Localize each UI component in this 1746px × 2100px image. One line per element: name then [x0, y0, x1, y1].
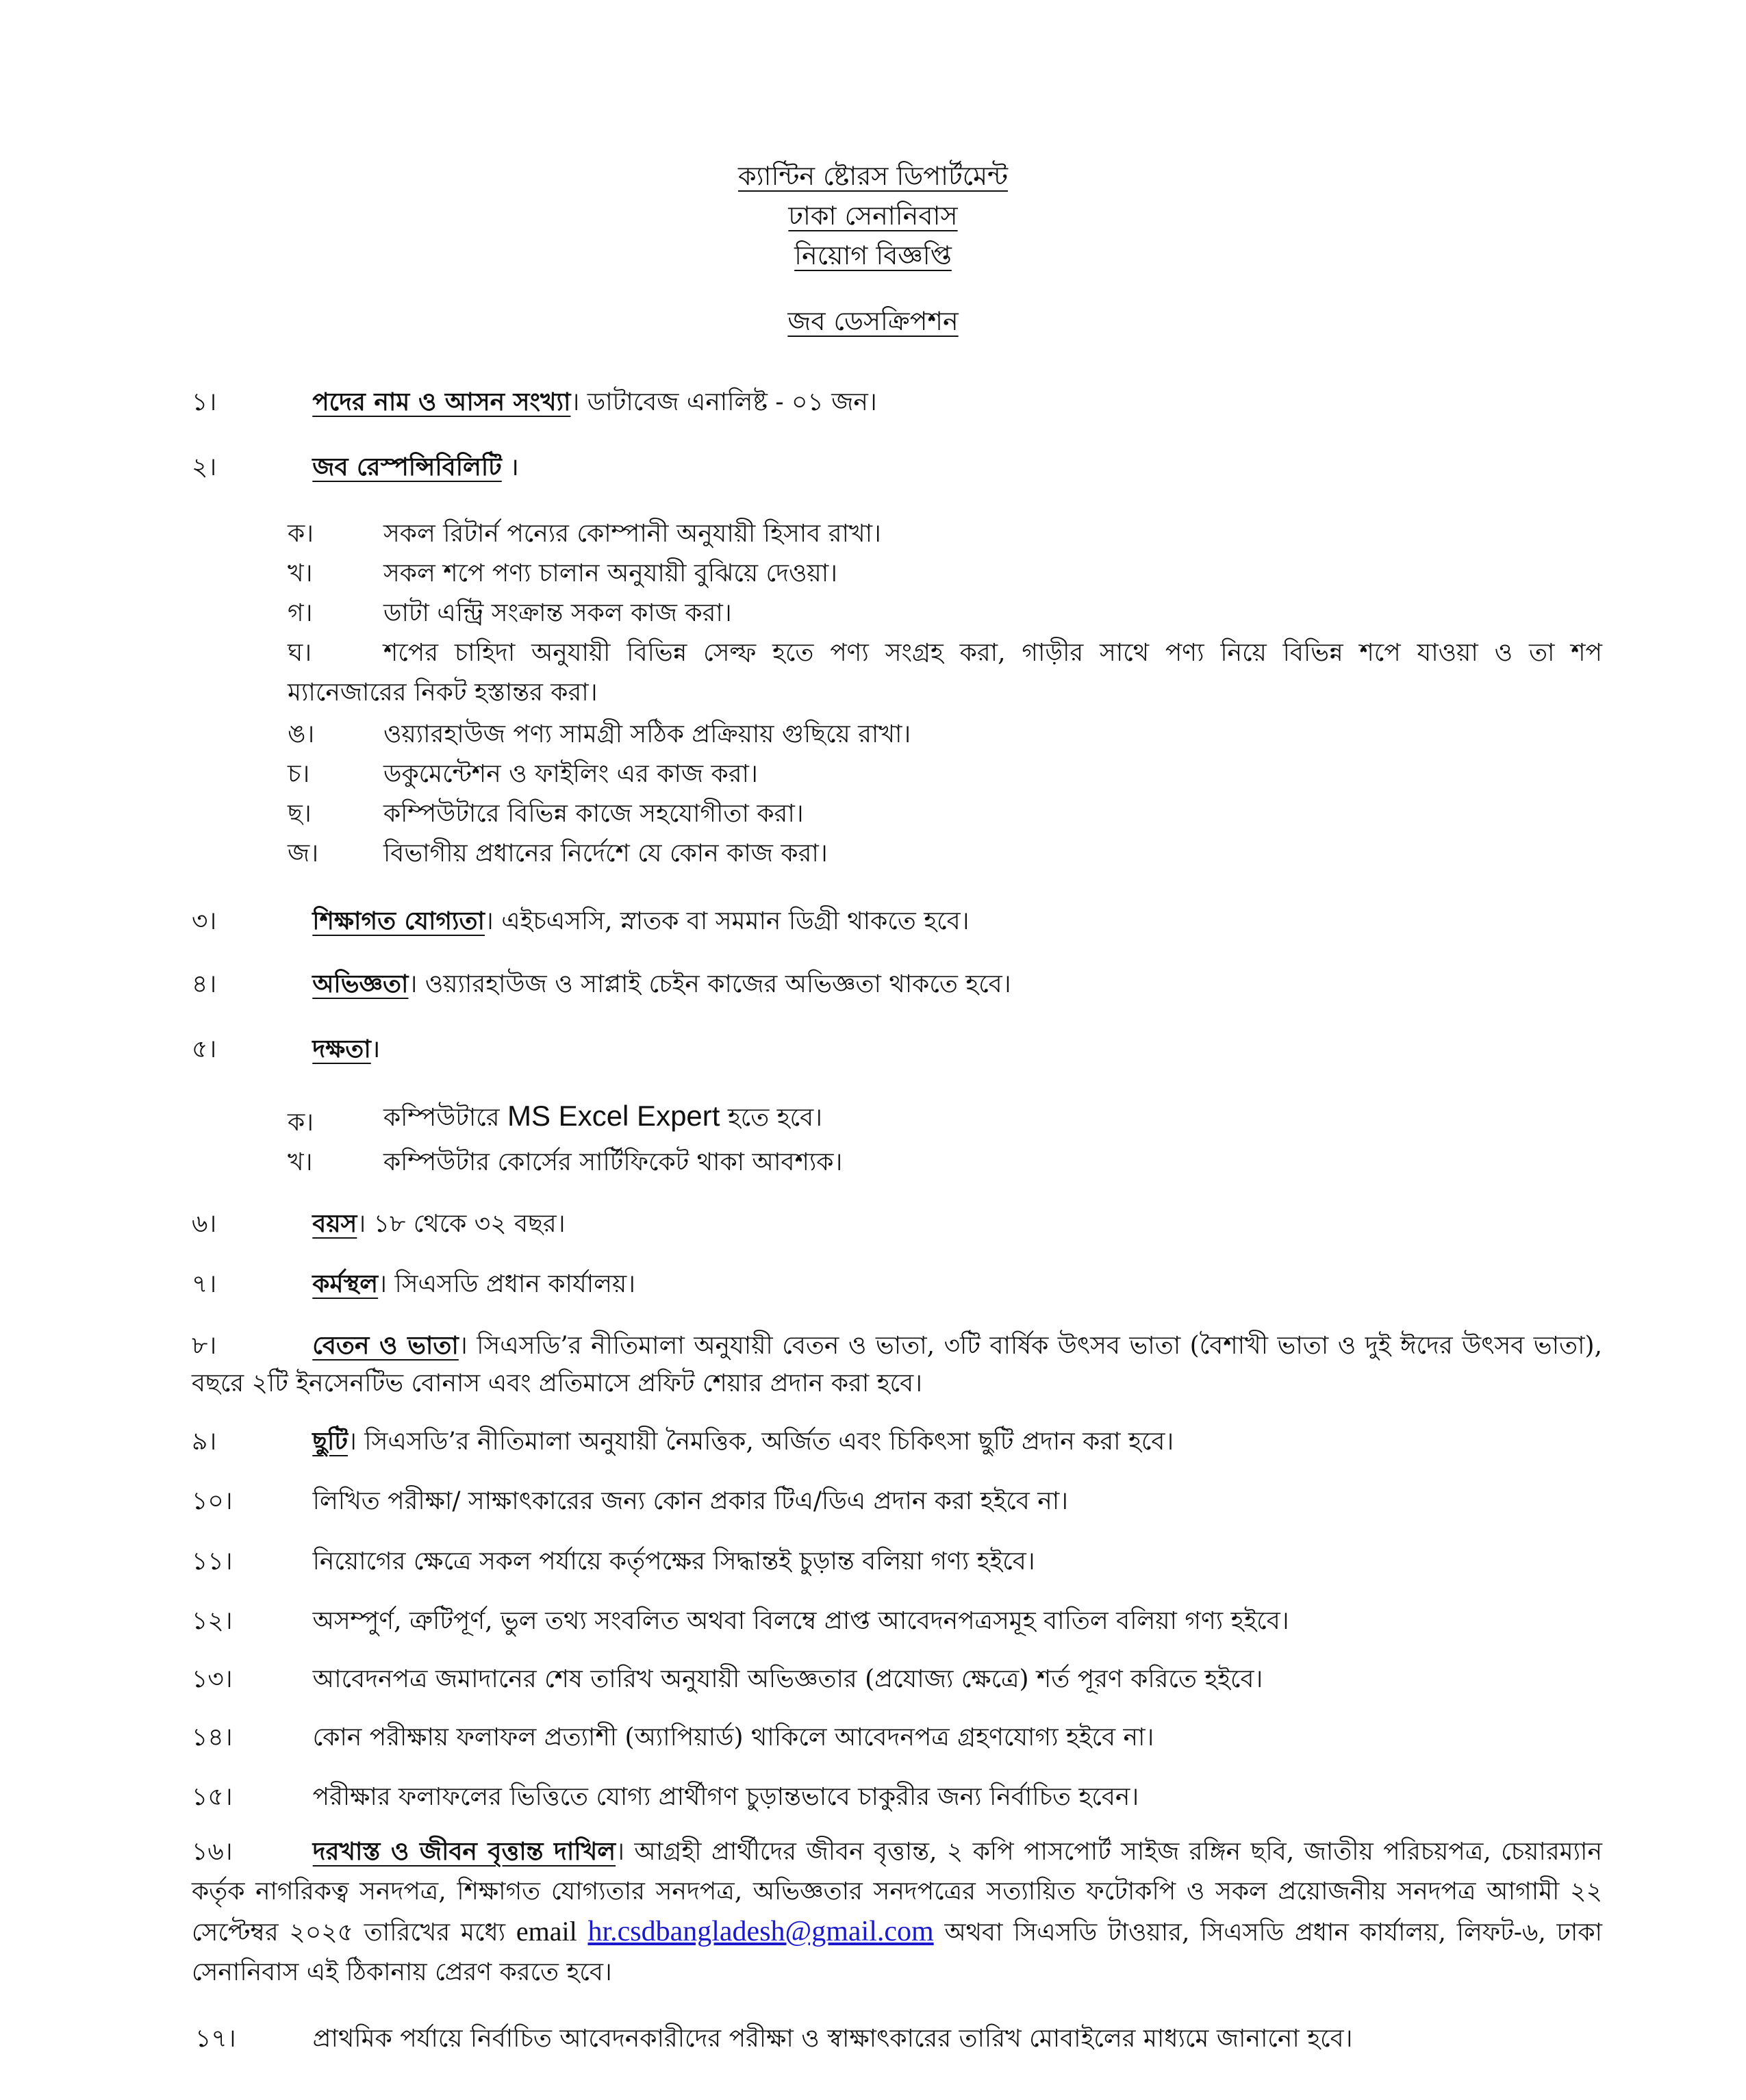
email-link[interactable]: hr.csdbangladesh@gmail.com — [587, 1916, 934, 1947]
item-4: ৪। অভিজ্ঞতা। ওয়্যারহাউজ ও সাপ্লাই চেইন কাজের অভিজ্ঞতা থাকতে হবে। — [192, 970, 1011, 998]
item-13: ১৩। আবেদনপত্র জমাদানের শেষ তারিখ অনুযায়ী অভিজ্ঞতার (প্রযোজ্য ক্ষেত্রে) শর্ত পূরণ করিতে হইবে। — [192, 1665, 1263, 1693]
sub-item-text: ডাটা এন্ট্রি সংক্রান্ত সকল কাজ করা। — [383, 599, 732, 627]
document-header — [0, 156, 1746, 275]
item-8: ৮। বেতন ও ভাতা। সিএসডি’র নীতিমালা অনুযায়ী বেতন ও ভাতা, ৩টি বার্ষিক উৎসব ভাতা (বৈশাখী ভাতা ও দুই ঈদের উৎসব ভাতা), — [192, 1331, 1602, 1360]
item-8-continuation: বছরে ২টি ইনসেনটিভ বোনাস এবং প্রতিমাসে প্রফিট শেয়ার প্রদান করা হবে। — [192, 1369, 923, 1397]
item-16: ১৬। দরখাস্ত ও জীবন বৃত্তান্ত দাখিল। আগ্রহী প্রার্থীদের জীবন বৃত্তান্ত, ২ কপি পাসপোর্ট সাইজ রঙ্গিন ছবি, জাতীয় পরিচয়পত্র, চেয়ারম্যান কর্তৃক নাগরিকত্ব সনদপত্র, শিক্ষাগত যোগ্যতার সনদপত্র, অভিজ্ঞতার সনদপত্রের সত্যায়িত ফটোকপি ও সকল প্রয়োজনীয় সনদপত্র আগামী ২২ সেপ্টেম্বর ২০২৫ তারিখের মধ্যে email hr.csdbangladesh@gmail.com অথবা সিএসডি টাওয়ার, সিএসডি প্রধান কার্যালয়, লিফট-৬, ঢাকা সেনানিবাস এই ঠিকানায় প্রেরণ করতে হবে। — [192, 1837, 1602, 1986]
sub-item-text: সকল শপে পণ্য চালান অনুযায়ী বুঝিয়ে দেওয়া। — [383, 559, 838, 587]
item-5: ৫। দক্ষতা। — [192, 1035, 381, 1063]
item-7-label: কর্মস্থল — [312, 1269, 379, 1298]
item-5-label: দক্ষতা — [312, 1035, 371, 1063]
item-3-label: শিক্ষাগত যোগ্যতা — [312, 907, 485, 935]
sub-item-text: ওয়্যারহাউজ পণ্য সামগ্রী সঠিক প্রক্রিয়ায় গুছিয়ে রাখা। — [383, 720, 911, 748]
item-8-label: বেতন ও ভাতা — [312, 1331, 459, 1360]
item-6-label: বয়স — [312, 1209, 357, 1238]
item-2: ২। জব রেস্পন্সিবিলিটি । — [192, 453, 519, 481]
item-4-label: অভিজ্ঞতা — [312, 970, 409, 998]
item-1-label: পদের নাম ও আসন সংখ্যা — [312, 388, 571, 416]
item-10: ১০। লিখিত পরীক্ষা/ সাক্ষাৎকারের জন্য কোন প্রকার টিএ/ডিএ প্রদান করা হইবে না। — [192, 1487, 1069, 1515]
ms-excel-text: MS Excel Expert — [507, 1100, 720, 1132]
sub-item-letter: ছ। — [288, 800, 312, 828]
sub-item-text: কম্পিউটারে MS Excel Expert হতে হবে। — [383, 1100, 823, 1132]
item-11: ১১। নিয়োগের ক্ষেত্রে সকল পর্যায়ে কর্তৃপক্ষের সিদ্ধান্তই চুড়ান্ত বলিয়া গণ্য হইবে। — [192, 1547, 1035, 1576]
item-7: ৭। কর্মস্থল। সিএসডি প্রধান কার্যালয়। — [192, 1269, 636, 1298]
sub-item-letter: ক। — [288, 1109, 314, 1137]
item-15: ১৫। পরীক্ষার ফলাফলের ভিত্তিতে যোগ্য প্রার্থীগণ চুড়ান্তভাবে চাকুরীর জন্য নির্বাচিত হবেন। — [192, 1783, 1139, 1811]
email-word: email — [516, 1916, 577, 1947]
item-12: ১২। অসম্পুর্ণ, ত্রুটিপূর্ণ, ভুল তথ্য সংবলিত অথবা বিলম্বে প্রাপ্ত আবেদনপত্রসমূহ বাতিল বলিয়া গণ্য হইবে। — [192, 1607, 1289, 1635]
sub-item-text: কম্পিউটারে বিভিন্ন কাজে সহযোগীতা করা। — [383, 800, 804, 828]
item-17: ১৭। প্রাথমিক পর্যায়ে নির্বাচিত আবেদনকারীদের পরীক্ষা ও স্বাক্ষাৎকারের তারিখ মোবাইলের মাধ্যমে জানানো হবে। — [195, 2025, 1353, 2053]
sub-item-letter: জ। — [288, 839, 319, 868]
sub-item-letter: ক। — [288, 520, 314, 548]
item-3: ৩। শিক্ষাগত যোগ্যতা। এইচএসসি, স্নাতক বা সমমান ডিগ্রী থাকতে হবে। — [192, 907, 970, 935]
sub-item-letter: খ। — [288, 1148, 313, 1176]
sub-item-letter: ঙ। — [288, 720, 315, 748]
item-6: ৬। বয়স। ১৮ থেকে ৩২ বছর। — [192, 1209, 566, 1238]
sub-item-text: কম্পিউটার কোর্সের সার্টিফিকেট থাকা আবশ্যক। — [383, 1148, 843, 1176]
item-9-label: ছুটি — [312, 1427, 348, 1456]
sub-item-continuation: ম্যানেজারের নিকট হস্তান্তর করা। — [288, 679, 598, 707]
item-1: ১। পদের নাম ও আসন সংখ্যা। ডাটাবেজ এনালিষ্ট - ০১ জন। — [192, 388, 877, 416]
job-description-heading: জব ডেসক্রিপশন — [787, 306, 959, 336]
sub-item-text: ডকুমেন্টেশন ও ফাইলিং এর কাজ করা। — [383, 760, 758, 788]
sub-item-text: বিভাগীয় প্রধানের নির্দেশে যে কোন কাজ করা। — [383, 839, 828, 868]
sub-item-letter: গ। — [288, 599, 313, 627]
item-2-label: জব রেস্পন্সিবিলিটি — [312, 453, 502, 481]
item-16-label: দরখাস্ত ও জীবন বৃত্তান্ত দাখিল — [312, 1837, 616, 1866]
item-9: ৯। ছুটি। সিএসডি’র নীতিমালা অনুযায়ী নৈমত্তিক, অর্জিত এবং চিকিৎসা ছুটি প্রদান করা হবে। — [192, 1427, 1174, 1456]
notice-title: নিয়োগ বিজ্ঞপ্তি — [794, 240, 952, 270]
sub-item-text: শপের চাহিদা অনুযায়ী বিভিন্ন সেল্ফ হতে পণ্য সংগ্রহ করা, গাড়ীর সাথে পণ্য নিয়ে বিভিন্ন শপে যাওয়া ও তা শপ — [383, 639, 1602, 667]
sub-item-text: সকল রিটার্ন পন্যের কোম্পানী অনুযায়ী হিসাব রাখা। — [383, 520, 881, 548]
sub-item-letter: চ। — [288, 760, 310, 788]
sub-item-letter: খ। — [288, 559, 313, 587]
org-location: ঢাকা সেনানিবাস — [788, 201, 958, 231]
item-14: ১৪। কোন পরীক্ষায় ফলাফল প্রত্যাশী (অ্যাপিয়ার্ড) থাকিলে আবেদনপত্র গ্রহণযোগ্য হইবে না। — [192, 1723, 1154, 1751]
org-name: ক্যান্টিন ষ্টোরস ডিপার্টমেন্ট — [737, 161, 1009, 191]
sub-item-letter: ঘ। — [288, 639, 312, 667]
